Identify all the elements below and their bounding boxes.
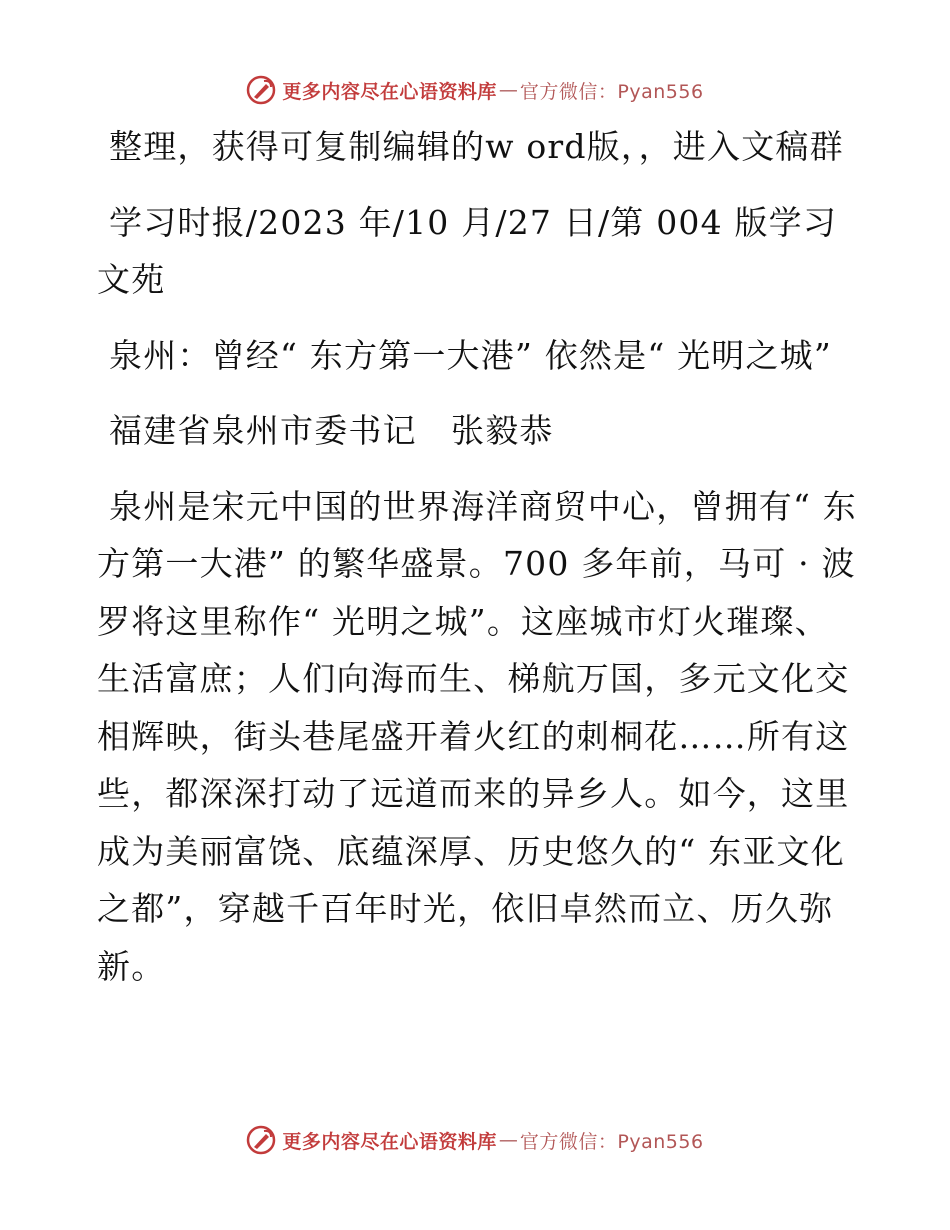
banner-separator: — [498, 1129, 518, 1151]
quill-pen-logo-icon [246, 75, 276, 105]
banner-wechat-text: 官方微信：Pyan556 [519, 1130, 704, 1153]
article-title: 泉州：曾经“ 东方第一大港” 依然是“ 光明之城” [109, 335, 832, 375]
banner-separator: — [498, 79, 518, 101]
author-line: 福建省泉州市委书记 张毅恭 [109, 411, 554, 450]
body-paragraph: 泉州是宋元中国的世界海洋商贸中心，曾拥有“ 东方第一大港” 的繁华盛景。700 多年前，马可 · 波罗将这里称作“ 光明之城”。这座城市灯火璀璨、生活富庶；人们向海而生、梯航万国，多元文化交相辉映，街头巷尾盛开着火红的刺桐花……所有这些，都深深打动了远道而来的异乡人。如今，这里成为美丽富饶、底蕴深厚、历史悠久的“ 东亚文化之都”，穿越千百年时光，依旧卓然而立、历久弥新。 [97, 486, 857, 986]
quill-pen-logo-icon [246, 1125, 276, 1155]
banner-wechat-text: 官方微信：Pyan556 [519, 80, 704, 103]
document-body [97, 118, 857, 1013]
header-banner [0, 70, 950, 110]
source-line: 学习时报/2023 年/10 月/27 日/第 004 版学习文苑 [97, 202, 838, 299]
intro-note: 整理，获得可复制编辑的w ord版，，进入文稿群 [109, 127, 844, 166]
banner-main-text: 更多内容尽在心语资料库 [282, 1130, 497, 1153]
banner-main-text: 更多内容尽在心语资料库 [282, 80, 497, 103]
footer-banner [0, 1120, 950, 1160]
